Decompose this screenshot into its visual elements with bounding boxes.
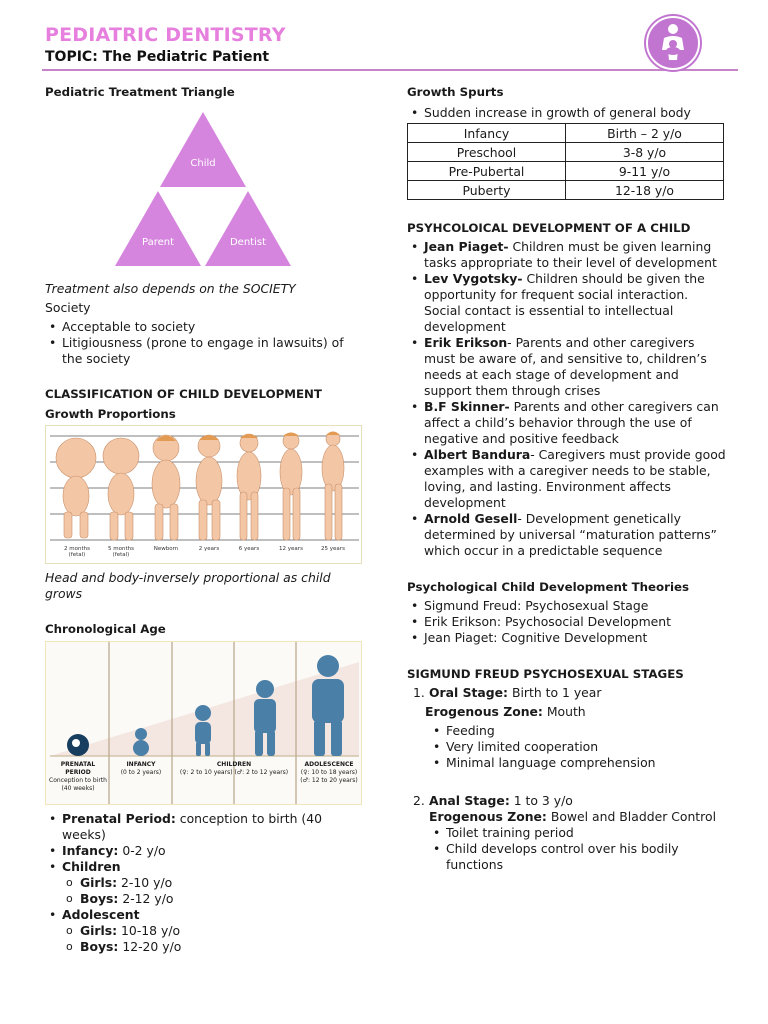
- triangle-dentist-shape: [205, 191, 291, 266]
- list-item: [407, 511, 727, 559]
- growth-label: Newborn: [153, 546, 179, 552]
- chrono-panel: [298, 761, 360, 785]
- item-label: Boys:: [80, 939, 119, 954]
- psychological-development-heading: PSYHCOLOICAL DEVELOPMENT OF A CHILD: [407, 221, 691, 235]
- chrono-panel: [112, 761, 170, 777]
- table-cell: 9-11 y/o: [566, 162, 724, 181]
- table-row: [408, 124, 724, 143]
- left-column: [45, 84, 365, 955]
- stage-item: [407, 793, 727, 873]
- age-list: [45, 811, 365, 955]
- chrono-panel-detail: (0 to 2 years): [120, 769, 162, 776]
- theories-heading: Psychological Child Development Theories: [407, 580, 690, 594]
- list-item: [45, 811, 365, 843]
- table-row: [408, 181, 724, 200]
- table-cell: Pre-Pubertal: [408, 162, 566, 181]
- table-cell: Puberty: [408, 181, 566, 200]
- growth-label: 6 years: [238, 546, 260, 552]
- sub-list-item: [62, 923, 365, 939]
- item-label: Prenatal Period:: [62, 811, 176, 826]
- table-row: [408, 143, 724, 162]
- growth-label: 25 years: [321, 546, 345, 552]
- theorist-text: Parents and other caregivers can affect a child’s behavior through the use of negative and positive feedback: [424, 399, 719, 446]
- list-item: • Very limited cooperation: [429, 739, 727, 755]
- growth-spurts-title: Growth Spurts: [407, 85, 504, 99]
- chrono-panel-title: CHILDREN: [216, 761, 252, 768]
- spurts-note-list: [407, 105, 727, 121]
- mother-child-icon: [644, 14, 702, 72]
- chronological-age-figure: [45, 641, 362, 805]
- list-item: • Litigiousness (prone to engage in lawsuits) of the society: [45, 335, 365, 367]
- table-cell: 3-8 y/o: [566, 143, 724, 162]
- growth-spurts-table: [407, 123, 724, 200]
- theorist-text: Children should be given the opportunity for frequent social interaction. Social contact is essential to intellectual development: [424, 271, 705, 334]
- theorist-name: Albert Bandura: [424, 447, 531, 462]
- item-value: 2-10 y/o: [117, 875, 173, 890]
- triangle-label-parent: Parent: [141, 237, 174, 248]
- list-item: • Toilet training period: [429, 825, 727, 841]
- table-cell: Preschool: [408, 143, 566, 162]
- stage-age: 1 to 3 y/o: [509, 793, 573, 808]
- list-item: [45, 907, 365, 955]
- freud-stages-list: [407, 685, 727, 873]
- zone-value: Mouth: [542, 704, 586, 719]
- item-value: 10-18 y/o: [117, 923, 181, 938]
- list-item: [407, 447, 727, 511]
- chrono-panel-title: INFANCY: [126, 761, 156, 768]
- table-cell: 12-18 y/o: [566, 181, 724, 200]
- zone-value: Bowel and Bladder Control: [546, 809, 717, 824]
- growth-age-labels: [46, 546, 362, 564]
- triangle-parent-shape: [115, 191, 201, 266]
- list-item: [45, 859, 365, 907]
- growth-label: 2 months (fetal): [64, 546, 90, 558]
- theorist-text: Children must be given learning tasks appropriate to their level of development: [424, 239, 717, 270]
- stage-number: 2.: [413, 793, 425, 808]
- item-value: 2-12 y/o: [118, 891, 174, 906]
- zone-label: Erogenous Zone:: [425, 704, 543, 719]
- list-item: • Jean Piaget: Cognitive Development: [407, 630, 727, 646]
- right-column: [407, 84, 727, 873]
- growth-caption: Head and body-inversely proportional as child grows: [45, 570, 331, 601]
- triangle-label-dentist: Dentist: [229, 237, 267, 248]
- sub-list: [62, 875, 365, 907]
- zone-label: Erogenous Zone:: [429, 809, 547, 824]
- table-cell: Infancy: [408, 124, 566, 143]
- item-label: Boys:: [80, 891, 119, 906]
- item-label: Girls:: [80, 875, 118, 890]
- society-note: Treatment also depends on the SOCIETY: [45, 281, 296, 296]
- item-label: Girls:: [80, 923, 118, 938]
- list-item: [407, 399, 727, 447]
- chrono-panel-detail: Conception to birth (40 weeks): [49, 777, 107, 792]
- growth-proportions-figure: [45, 425, 362, 564]
- growth-label: 2 years: [198, 546, 220, 552]
- theorist-name: Jean Piaget-: [424, 239, 509, 254]
- list-item: [407, 239, 727, 271]
- list-item: • Sudden increase in growth of general body: [407, 105, 727, 121]
- stage-age: Birth to 1 year: [508, 685, 602, 700]
- item-value: conception to birth (40 weeks): [62, 811, 323, 842]
- document-topic: TOPIC: The Pediatric Patient: [45, 49, 270, 65]
- page-header: [0, 0, 768, 74]
- stage-points: [429, 825, 727, 873]
- society-label: Society: [45, 300, 91, 315]
- theorist-text: - Parents and other caregivers must be aware of, and sensitive to, children’s needs at each stage of development and support them through crises: [424, 335, 707, 398]
- growth-proportions-title: Growth Proportions: [45, 407, 176, 421]
- list-item: • Erik Erikson: Psychosocial Development: [407, 614, 727, 630]
- classification-heading: CLASSIFICATION OF CHILD DEVELOPMENT: [45, 387, 322, 401]
- list-item: [407, 335, 727, 399]
- theories-list: [407, 598, 727, 646]
- society-list: [45, 319, 365, 367]
- list-item: • Acceptable to society: [45, 319, 365, 335]
- chronological-age-title: Chronological Age: [45, 622, 166, 636]
- table-cell: Birth – 2 y/o: [566, 124, 724, 143]
- stage-name: Anal Stage:: [429, 793, 510, 808]
- table-row: [408, 162, 724, 181]
- chrono-panel-detail: (♀: 2 to 10 years) (♂: 2 to 12 years): [179, 769, 289, 776]
- stage-points: [429, 723, 727, 771]
- theorist-name: Arnold Gesell: [424, 511, 518, 526]
- freud-stages-heading: SIGMUND FREUD PSYCHOSEXUAL STAGES: [407, 667, 684, 681]
- growth-label: 12 years: [279, 546, 303, 552]
- triangle-title: Pediatric Treatment Triangle: [45, 85, 235, 99]
- treatment-triangle: [113, 109, 313, 269]
- triangle-child-shape: [160, 112, 246, 187]
- chrono-panel-title: PRENATAL PERIOD: [60, 761, 96, 776]
- item-label: Infancy:: [62, 843, 119, 858]
- stage-item: [407, 685, 727, 771]
- item-value: 12-20 y/o: [118, 939, 182, 954]
- chrono-panel: [176, 761, 292, 777]
- list-item: [407, 271, 727, 335]
- sub-list: [62, 923, 365, 955]
- item-value: 0-2 y/o: [118, 843, 166, 858]
- theorist-name: Lev Vygotsky-: [424, 271, 523, 286]
- list-item: • Sigmund Freud: Psychosexual Stage: [407, 598, 727, 614]
- sub-list-item: [62, 875, 365, 891]
- stage-number: 1.: [413, 685, 425, 700]
- chrono-panel-title: ADOLESCENCE: [304, 761, 354, 768]
- item-label: Adolescent: [62, 907, 140, 922]
- list-item: [45, 843, 365, 859]
- item-label: Children: [62, 859, 121, 874]
- psychological-development-list: [407, 239, 727, 559]
- chrono-panel-detail: (♀: 10 to 18 years) (♂: 12 to 20 years): [300, 769, 358, 784]
- sub-list-item: [62, 891, 365, 907]
- stage-name: Oral Stage:: [429, 685, 509, 700]
- theorist-name: B.F Skinner-: [424, 399, 510, 414]
- sub-list-item: [62, 939, 365, 955]
- header-divider: [42, 69, 738, 71]
- growth-label: 5 months (fetal): [108, 546, 134, 558]
- list-item: • Minimal language comprehension: [429, 755, 727, 771]
- theorist-name: Erik Erikson: [424, 335, 508, 350]
- theorist-text: - Caregivers must provide good examples with a caregiver needs to be stable, loving, and lasting. Environment affects development: [424, 447, 726, 510]
- triangle-label-child: Child: [190, 158, 216, 169]
- chrono-panel: [48, 761, 108, 793]
- list-item: • Feeding: [429, 723, 727, 739]
- document-brand-title: PEDIATRIC DENTISTRY: [45, 24, 286, 46]
- list-item: • Child develops control over his bodily functions: [429, 841, 727, 873]
- theorist-text: - Development genetically determined by universal “maturation patterns” which occur in a predictable sequence: [424, 511, 717, 558]
